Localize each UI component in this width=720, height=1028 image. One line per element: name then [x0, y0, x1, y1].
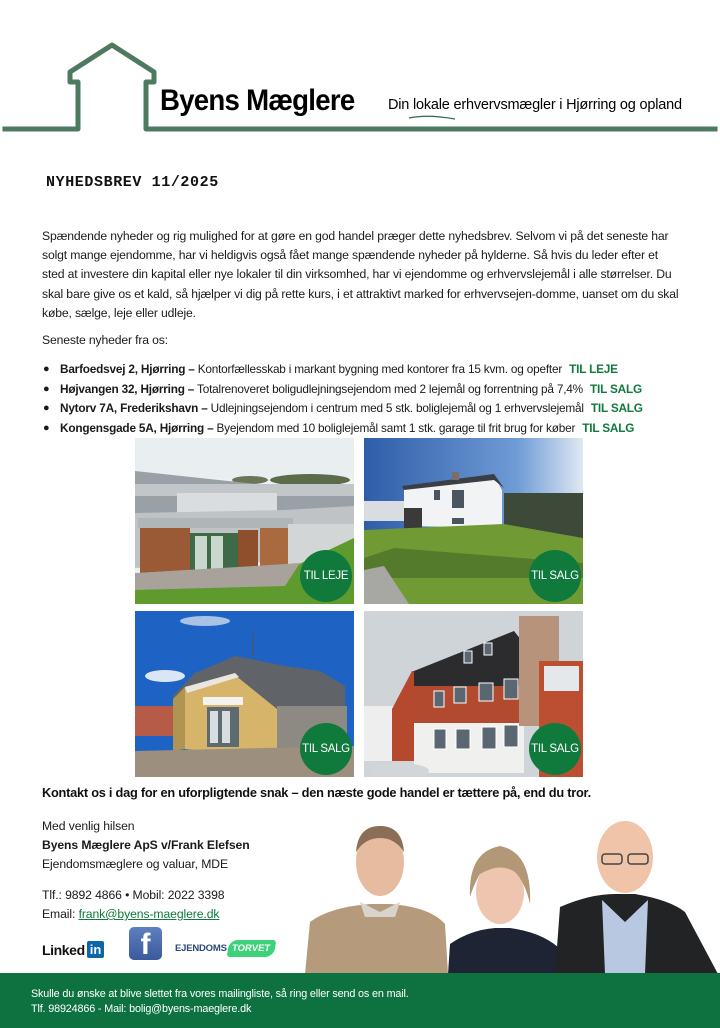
latest-news-label: Seneste nyheder fra os: [42, 333, 168, 347]
status-badge: TIL LEJE [300, 550, 352, 602]
signature-phone: Tlf.: 9892 4866 • Mobil: 2022 3398 [42, 888, 225, 902]
signature-email-line [42, 907, 219, 921]
property-photo-nytorv[interactable] [135, 611, 354, 777]
tagline-swoosh-icon [407, 113, 459, 121]
ejendomstorvet-link[interactable] [175, 940, 275, 957]
news-address: Barfoedsvej 2, Hjørring – [60, 362, 195, 376]
news-description: Udlejningsejendom i centrum med 5 stk. boliglejemål og 1 erhvervslejemål [207, 401, 587, 415]
brand-name: Byens Mæglere [160, 84, 355, 117]
footer-unsubscribe-text: Skulle du ønske at blive slettet fra vores mailingliste, så ring eller send os en mail. [31, 988, 409, 1000]
team-photo [300, 812, 720, 974]
tagline: Din lokale erhvervsmægler i Hjørring og opland [388, 97, 682, 113]
ejendomstorvet-text: EJENDOMS [175, 943, 227, 954]
status-badge: TIL SALG [529, 550, 581, 602]
news-status: TIL SALG [582, 420, 635, 435]
signature-title: Ejendomsmæglere og valuar, MDE [42, 857, 228, 871]
bullet-icon: ● [43, 363, 50, 375]
news-address: Højvangen 32, Hjørring – [60, 381, 195, 396]
news-item [42, 399, 692, 419]
news-item [42, 360, 692, 380]
signature-company: Byens Mæglere ApS v/Frank Elefsen [42, 838, 250, 852]
linkedin-text: Linked [42, 941, 85, 958]
facebook-icon[interactable] [129, 927, 162, 960]
property-photo-kongensgade[interactable] [364, 611, 583, 777]
email-label: Email: [42, 907, 79, 921]
news-description: Totalrenoveret boligudlejningsejendom med 2 lejemål og forrentning på 7,4% [194, 381, 587, 396]
newsletter-title: NYHEDSBREV 11/2025 [46, 174, 219, 191]
news-address: Kongensgade 5A, Hjørring – [60, 420, 214, 435]
status-badge: TIL SALG [300, 723, 352, 775]
news-item [42, 419, 692, 439]
news-address: Nytorv 7A, Frederikshavn – [60, 401, 208, 415]
email-link[interactable]: frank@byens-maeglere.dk [78, 907, 220, 921]
bullet-icon: ● [43, 421, 50, 434]
linkedin-icon: in [87, 941, 105, 958]
footer-contact-text: Tlf. 98924866 - Mail: bolig@byens-maeglere.dk [31, 1003, 252, 1015]
status-badge: TIL SALG [529, 723, 581, 775]
logo-house-outline-icon [0, 40, 720, 135]
property-photo-barfoedsvej[interactable] [135, 438, 354, 604]
news-item [42, 380, 692, 400]
call-to-action: Kontakt os i dag for en uforpligtende snak – den næste gode handel er tættere på, end du tror. [42, 785, 591, 800]
footer-bar [0, 973, 720, 1028]
linkedin-link[interactable] [42, 941, 104, 958]
facebook-glyph: f [140, 928, 151, 960]
bullet-icon: ● [43, 382, 50, 395]
intro-paragraph: Spændende nyheder og rig mulighed for at gøre en god handel præger dette nyhedsbrev. Selvom vi på det seneste har solgt mange ejendomme, har vi heldigvis også fået mange spændende nyheder på hylderne. Så hvis du leder efter et sted at investere din kapital eller nye lokaler til din virksomhed, har vi ejendomme og erhvervslejemål i alle størrelser. Du skal bare give os et kald, så hjælper vi dig på rette kurs, i et attraktivt marked for erhvervsejen-domme, uanset om du skal købe, sælge, leje eller udleje. [42, 229, 679, 320]
news-description: Byejendom med 10 boliglejemål samt 1 stk. garage til frit brug for køber [213, 420, 579, 435]
property-photo-hojvangen[interactable] [364, 438, 583, 604]
bullet-icon: ● [43, 402, 50, 414]
ejendomstorvet-badge: TORVET [227, 940, 277, 957]
news-list [42, 360, 692, 438]
news-status: TIL SALG [590, 401, 643, 415]
news-status: TIL LEJE [569, 362, 618, 376]
news-description: Kontorfællesskab i markant bygning med kontorer fra 15 kvm. og opefter [194, 362, 566, 376]
news-status: TIL SALG [590, 381, 642, 396]
signature-greeting: Med venlig hilsen [42, 819, 135, 833]
